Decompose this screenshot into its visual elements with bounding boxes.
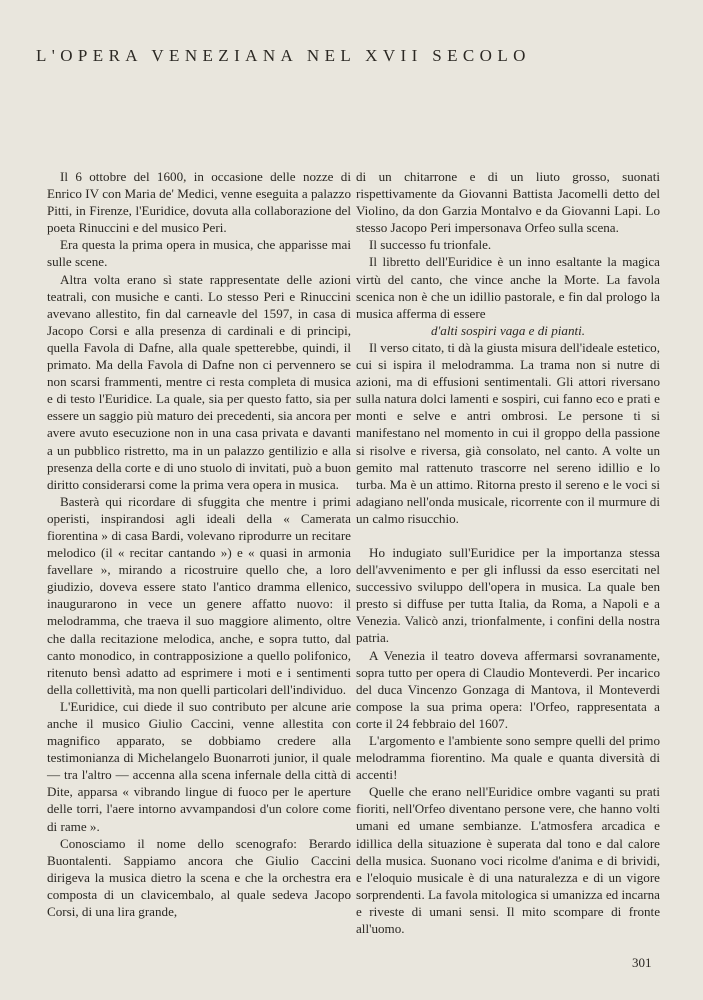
paragraph: Quelle che erano nell'Euridice ombre vaganti su prati fioriti, nell'Orfeo diventano persone vere, che hanno volti umani ed umane sembianze. L'atmosfera arcadica e idillica della situazione è superata dal tono e dal calore della musica. Suonano voci ricolme d'anima e di brividi, e l'eloquio musicale è di una naturalezza e di un vigore sorprendenti. La favola mitologica si umanizza ed incarna e riveste di umani sensi. Il mito scompare di fronte all'uomo. [356,784,660,937]
paragraph: Il libretto dell'Euridice è un inno esaltante la magica virtù del canto, che vince anche la Morte. La favola scenica non è che un idillio pastorale, e fin dal prologo la musica afferma di essere [356,254,660,321]
paragraph: Ho indugiato sull'Euridice per la importanza stessa dell'avvenimento e per gli influssi da esso esercitati nel successivo sviluppo dell'opera in musica. La quale ben presto si diffuse per tutta Italia, da Roma, a Napoli e a Venezia. Valicò anzi, trionfalmente, i confini della nostra patria. [356,544,660,646]
paragraph: A Venezia il teatro doveva affermarsi sovranamente, sopra tutto per opera di Claudio Monteverdi. Per incarico del duca Vincenzo Gonzaga di Mantova, il Monteverdi compose la sua prima opera: l'Orfeo, rappresentata a corte il 24 febbraio del 1607. [356,647,660,731]
paragraph: L'Euridice, cui diede il suo contributo per alcune arie anche il musico Giulio Caccini, venne allestita con magnifico apparato, se dobbiamo credere alla testimonianza di Michelangelo Buonarroti junior, il quale — tra l'altro — accenna alla scena infernale della città di Dite, apparsa « vibrando lingue di fuoco per le aperture delle torri, l'aere intorno avvampandosi d'un colore come di rame ». [47,698,351,834]
page-number: 301 [632,955,652,970]
paragraph: Era questa la prima opera in musica, che apparisse mai sulle scene. [47,237,351,270]
text-column-left [47,168,351,920]
paragraph: Il verso citato, ti dà la giusta misura dell'ideale estetico, cui si ispira il melodramma. La trama non si nutre di azioni, ma di effusioni sentimentali. Gli attori riversano sulla natura dolci lamenti e sospiri, cui fanno eco e prati e monti e selve e antri ombrosi. Le persone ti si manifestano nel momento in cui il groppo della passione si risolve e riversa, già consolato, nel canto. A volte un gemito mal rattenuto trascorre nel sereno idillio e lo turba. Ma è un attimo. Ritorna presto il sereno e le voci si adagiano nell'onda musicale, ricorrente con il murmure di un calmo risucchio. [356,339,660,526]
paragraph: Conosciamo il nome dello scenografo: Berardo Buontalenti. Sappiamo ancora che Giulio Caccini dirigeva la musica dietro la scena e che la orchestra era composta di un clavicembalo, al quale sedeva Jacopo Corsi, di una lira grande, [47,835,351,920]
verse-quote: d'alti sospiri vaga e di pianti. [430,322,586,338]
paragraph: Il successo fu trionfale. [369,237,492,253]
text-column-right [356,168,660,937]
paragraph: Il 6 ottobre del 1600, in occasione delle nozze di Enrico IV con Maria de' Medici, venne eseguita a palazzo Pitti, in Firenze, l'Euridice, dovuta alla collaborazione del poeta Rinuccini e del musico Peri. [47,169,351,236]
paragraph: di un chitarrone e di un liuto grosso, suonati rispettivamente da Giovanni Battista Jacomelli detto del Violino, da don Garzia Montalvo e da Giovanni Lapi. Lo stesso Jacopo Peri impersonava Orfeo sulla scena. [356,169,660,236]
paragraph: L'argomento e l'ambiente sono sempre quelli del primo melodramma fiorentino. Ma quale e quanta diversità di accenti! [356,733,660,783]
paragraph: Altra volta erano sì state rappresentate delle azioni teatrali, con musiche e canti. Lo stesso Peri e Rinuccini avevano allestito, fin dal carneavle del 1597, in casa di Jacopo Corsi e alla presenza di cardinali e di principi, quella Favola di Dafne, alla quale spetterebbe, quindi, il primato. Ma della Favola di Dafne non ci pervennero se non scarsi frammenti, mentre ci resta completa di musica e di testo l'Euridice. La quale, sia per questo fatto, sia per essere un saggio più maturo dei precedenti, sia ancora per avere avuto esecuzione non in una casa privata e davanti a un pubblico ristretto, ma in un palazzo gentilizio e alla presenza della corte e di uno stuolo di invitati, può a buon diritto considerarsi come la prima vera opera in musica. [47,271,351,492]
running-title: L'OPERA VENEZIANA NEL XVII SECOLO [36,46,531,65]
paragraph: Basterà qui ricordare di sfuggita che mentre i primi operisti, inspirandosi agli ideali della « Camerata fiorentina » di casa Bardi, volevano riprodurre un recitare melodico (il « recitar cantando ») e « quasi in armonia favellare », mirando a ricostruire quello che, a loro giudizio, doveva essere stato l'antico dramma ellenico, inaugurarono in vece un genere affatto nuovo: il melodramma, che traeva il suo maggiore alimento, oltre che dalla recitazione melodica, anche, e sopra tutto, dal canto monodico, in contrapposizione a quello polifonico, ritenuto bensì adatto ad esprimere i moti e i sentimenti della collettività, ma non quelli particolari dell'individuo. [47,493,351,697]
